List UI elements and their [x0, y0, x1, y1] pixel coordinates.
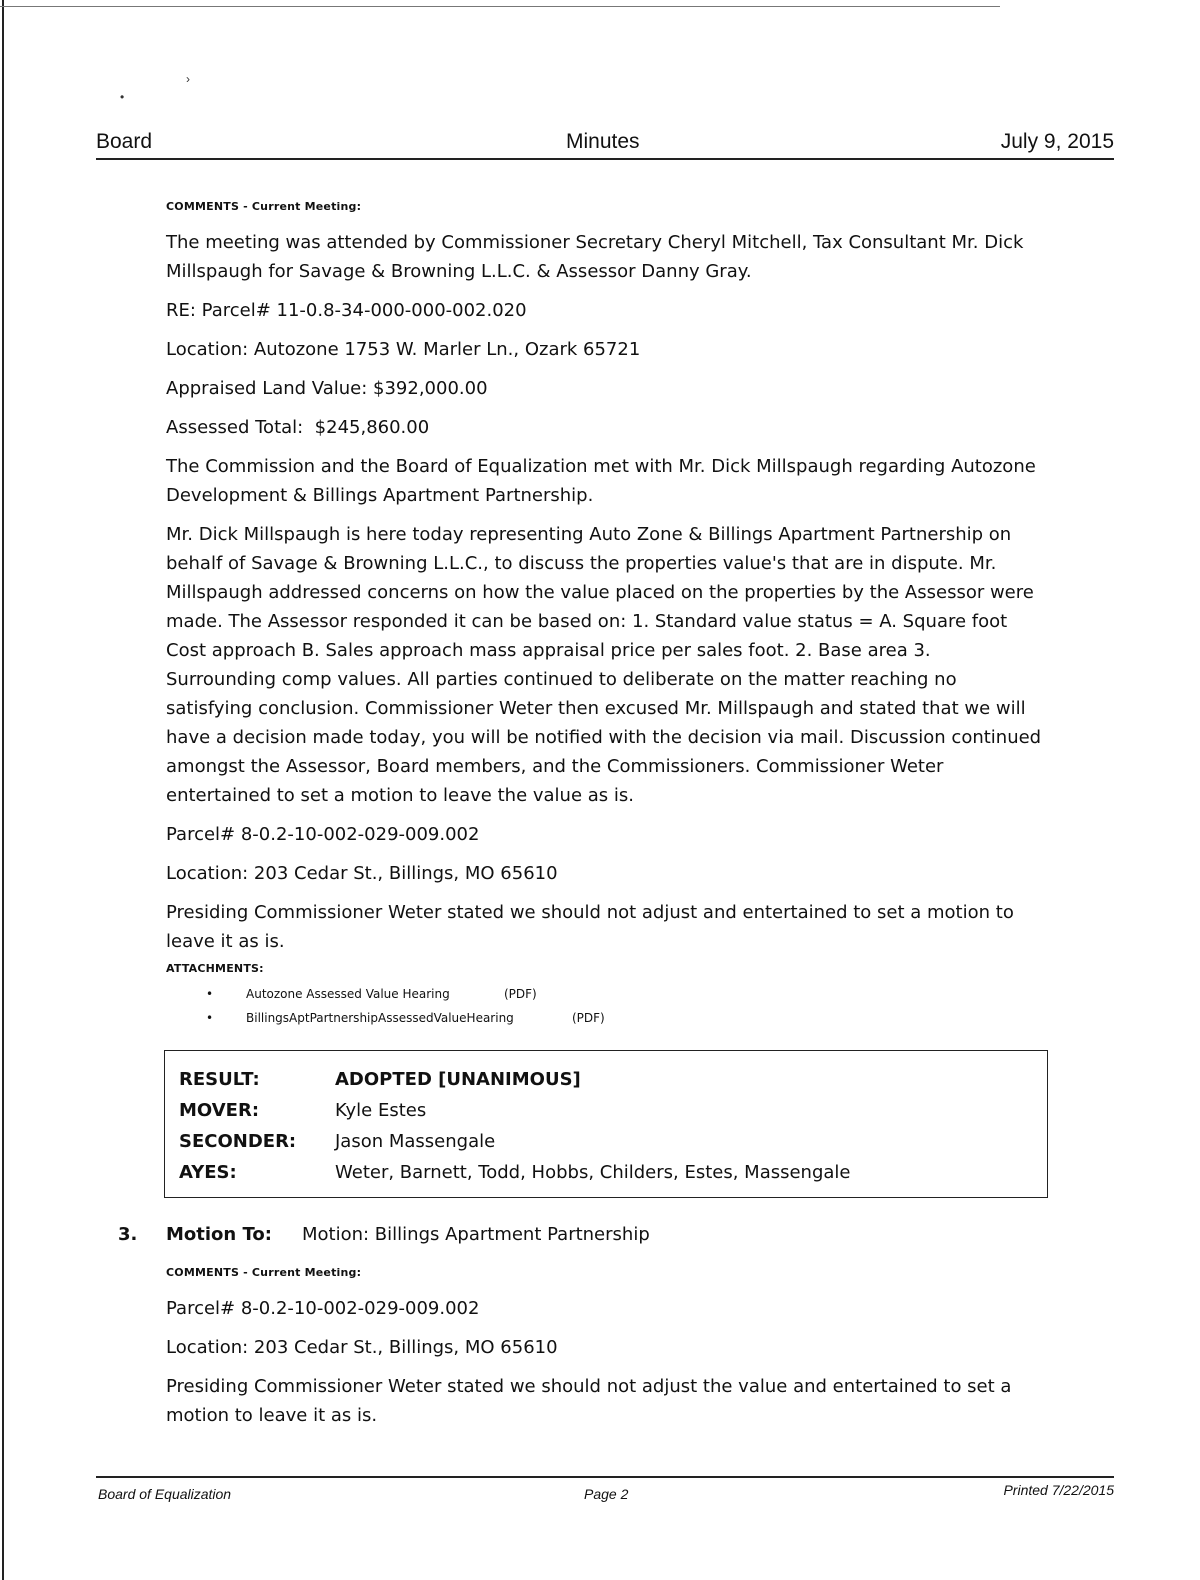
ayes-value: Weter, Barnett, Todd, Hobbs, Childers, Estes, Massengale	[335, 1162, 851, 1183]
footer-page: Page 2	[584, 1486, 629, 1502]
parcel-line-2: Parcel# 8-0.2-10-002-029-009.002	[166, 824, 480, 845]
comments-label: COMMENTS - Current Meeting:	[166, 1266, 362, 1279]
discussion-paragraph: Mr. Dick Millspaugh is here today representing Auto Zone & Billings Apartment Partnership on behalf of Savage & Browning L.L.C., to discuss the properties value's that are in dispute. Mr. Millspaugh addressed concerns on how the value placed on the properties by the Assessor were made. The Assessor responded it can be based on: 1. Standard value status = A. Square foot Cost approach B. Sales approach mass appraisal price per sales foot. 2. Base area 3. Surrounding comp values. All parties continued to deliberate on the matter reaching no satisfying conclusion. Commissioner Weter then excused Mr. Millspaugh and stated that we will have a decision made today, you will be notified with the decision via mail. Discussion continued amongst the Assessor, Board members, and the Commissioners. Commissioner Weter entertained to set a motion to leave the value as is.	[166, 524, 1042, 806]
assessed-total-line: Assessed Total: $245,860.00	[166, 417, 430, 438]
attachment-name[interactable]: BillingsAptPartnershipAssessedValueHearing	[246, 1011, 514, 1025]
scan-speck: ›	[186, 72, 190, 86]
footer-org: Board of Equalization	[98, 1486, 232, 1502]
attachment-name[interactable]: Autozone Assessed Value Hearing	[246, 987, 450, 1001]
attachments-section	[166, 962, 1046, 1030]
minutes-body	[166, 200, 1046, 1030]
scan-speck: •	[120, 90, 125, 104]
motion-title: Motion: Billings Apartment Partnership	[302, 1224, 650, 1245]
comments-label: COMMENTS - Current Meeting:	[166, 200, 362, 213]
motion-parcel-line: Parcel# 8-0.2-10-002-029-009.002	[166, 1298, 480, 1319]
attachment-item[interactable]	[166, 982, 1046, 1006]
footer-printed: Printed 7/22/2015	[1003, 1482, 1114, 1498]
header-board: Board	[96, 130, 153, 153]
scan-edge	[2, 0, 4, 1580]
result-label: RESULT:	[179, 1069, 260, 1090]
page-footer	[96, 1476, 1114, 1508]
bullet-icon: •	[206, 987, 214, 1001]
page-header	[96, 128, 1114, 160]
location-line: Location: Autozone 1753 W. Marler Ln., Ozark 65721	[166, 339, 641, 360]
motion-location-line: Location: 203 Cedar St., Billings, MO 65610	[166, 1337, 558, 1358]
attachments-list	[166, 982, 1046, 1030]
bullet-icon: •	[206, 1011, 214, 1025]
presiding-paragraph: Presiding Commissioner Weter stated we should not adjust and entertained to set a motion to leave it as is.	[166, 902, 1014, 952]
appraised-value-line: Appraised Land Value: $392,000.00	[166, 378, 488, 399]
parcel-line: RE: Parcel# 11-0.8-34-000-000-002.020	[166, 300, 527, 321]
scan-top-edge	[0, 6, 1000, 8]
result-value: ADOPTED [UNANIMOUS]	[335, 1069, 581, 1090]
commission-paragraph: The Commission and the Board of Equalization met with Mr. Dick Millspaugh regarding Autozone Development & Billings Apartment Partnership.	[166, 456, 1036, 506]
mover-value: Kyle Estes	[335, 1100, 427, 1121]
motion-presiding-paragraph: Presiding Commissioner Weter stated we should not adjust the value and entertained to set a motion to leave it as is.	[166, 1376, 1012, 1426]
header-date: July 9, 2015	[1000, 130, 1114, 153]
motion-number: 3.	[118, 1224, 138, 1245]
motion-label: Motion To:	[166, 1224, 272, 1245]
header-minutes: Minutes	[566, 130, 640, 153]
mover-label: MOVER:	[179, 1100, 260, 1121]
attachment-item[interactable]	[166, 1006, 1046, 1030]
ayes-label: AYES:	[179, 1162, 237, 1183]
motion-body	[166, 1266, 1046, 1430]
seconder-label: SECONDER:	[179, 1131, 297, 1152]
vote-result-box	[164, 1050, 1048, 1198]
location-line-2: Location: 203 Cedar St., Billings, MO 65610	[166, 863, 558, 884]
attendance-paragraph: The meeting was attended by Commissioner Secretary Cheryl Mitchell, Tax Consultant Mr. Dick Millspaugh for Savage & Browning L.L.C. & Assessor Danny Gray.	[166, 232, 1024, 282]
attachment-type: (PDF)	[572, 1011, 605, 1025]
attachment-type: (PDF)	[504, 987, 537, 1001]
attachments-label: ATTACHMENTS:	[166, 962, 264, 975]
seconder-value: Jason Massengale	[335, 1131, 496, 1152]
